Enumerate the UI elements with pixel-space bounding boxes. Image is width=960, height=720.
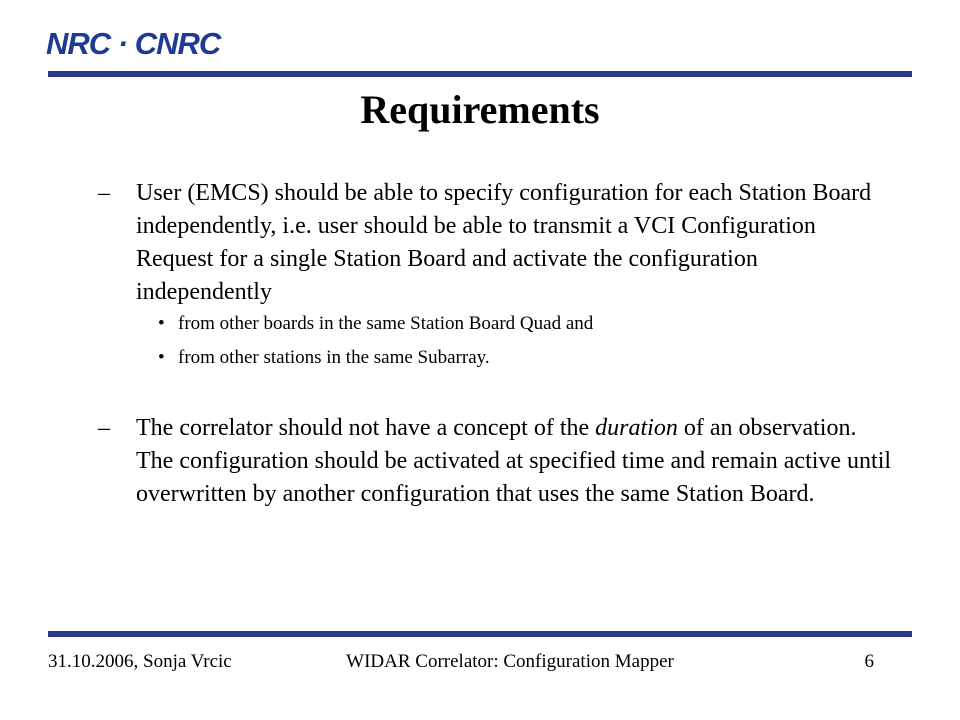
slide-title: Requirements	[360, 87, 600, 132]
footer-presentation-title: WIDAR Correlator: Configuration Mapper	[346, 651, 674, 672]
bullet-text-2: from other stations in the same Subarray.	[178, 347, 490, 368]
bullet-text-1: from other boards in the same Station Board Quad and	[178, 313, 594, 334]
bullet-marker: •	[158, 347, 165, 368]
requirement-item-1	[98, 177, 898, 309]
nrc-cnrc-logo: NRC · CNRC	[46, 26, 221, 61]
requirement-text-2	[98, 412, 898, 511]
requirement-text-2-end: of an observation. The configuration should be activated at specified time and remain active until overwritten by another configuration that uses the same Station Board.	[136, 415, 892, 507]
duration-emphasis: duration	[595, 415, 678, 441]
requirement-text-2-start: The correlator should not have a concept of the	[136, 415, 596, 441]
page-number: 6	[864, 651, 874, 672]
bullet-item-2	[158, 345, 490, 371]
dash-marker: –	[98, 180, 110, 206]
bullet-item-1	[158, 311, 593, 337]
requirement-text-1: User (EMCS) should be able to specify configuration for each Station Board independently, i.e. user should be able to transmit a VCI Configuration Request for a single Station Board and activate the configuration independently	[136, 180, 872, 305]
header-rule	[48, 71, 912, 77]
requirement-item-2	[98, 412, 898, 511]
footer-date-author: 31.10.2006, Sonja Vrcic	[48, 651, 232, 672]
footer-rule	[48, 631, 912, 637]
bullet-marker: •	[158, 313, 165, 334]
dash-marker: –	[98, 415, 110, 441]
